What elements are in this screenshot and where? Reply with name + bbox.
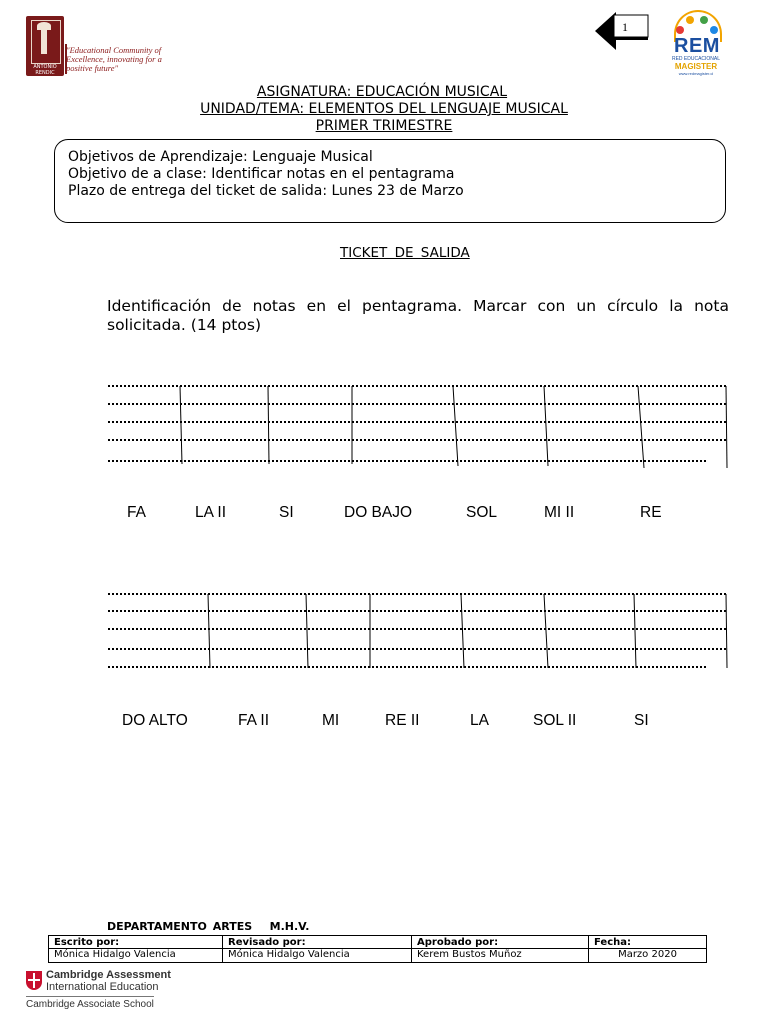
staff-2-note-3[interactable]: MI xyxy=(322,712,340,729)
cambridge-line-2: International Education xyxy=(46,981,159,993)
rem-logo-brand: MAGISTER xyxy=(674,62,718,71)
school-logo xyxy=(26,16,166,76)
staff-1-note-3[interactable]: SI xyxy=(279,504,294,521)
page-number-arrow-icon xyxy=(592,10,654,52)
staff-2 xyxy=(106,588,730,676)
staff-1-drawing xyxy=(106,380,730,470)
staff-2-note-2[interactable]: FA II xyxy=(238,712,270,729)
written-by-header: Escrito por: xyxy=(49,936,223,949)
staff-1-note-1[interactable]: FA xyxy=(127,504,146,521)
staff-1-note-4[interactable]: DO BAJO xyxy=(344,504,413,521)
approval-table xyxy=(48,935,707,963)
staff-1 xyxy=(106,380,730,470)
objective-class: Objetivo de a clase: Identificar notas en el pentagrama xyxy=(68,166,455,182)
staff-2-note-5[interactable]: LA xyxy=(470,712,489,729)
staff-2-drawing xyxy=(106,588,730,676)
reviewed-by-header: Revisado por: xyxy=(223,936,412,949)
term-title: PRIMER TRIMESTRE xyxy=(315,118,453,134)
subject-title: ASIGNATURA: EDUCACIÓN MUSICAL xyxy=(256,84,508,100)
date-value: Marzo 2020 xyxy=(589,949,707,963)
date-header: Fecha: xyxy=(589,936,707,949)
approved-by-value: Kerem Bustos Muñoz xyxy=(412,949,589,963)
staff-1-note-7[interactable]: RE xyxy=(640,504,662,521)
department-label: DEPARTAMENTO ARTES M.H.V. xyxy=(107,920,310,933)
staff-1-note-6[interactable]: MI II xyxy=(544,504,575,521)
rem-logo-url: www.redmagister.cl xyxy=(678,71,714,76)
cambridge-logo xyxy=(26,969,176,1013)
staff-1-note-5[interactable]: SOL xyxy=(466,504,498,521)
rem-logo-name: REM xyxy=(674,35,720,57)
staff-1-note-2[interactable]: LA II xyxy=(195,504,227,521)
unit-title: UNIDAD/TEMA: ELEMENTOS DEL LENGUAJE MUSICAL xyxy=(200,101,568,117)
staff-2-note-4[interactable]: RE II xyxy=(385,712,420,729)
cambridge-line-1: Cambridge Assessment xyxy=(46,969,171,981)
staff-2-note-7[interactable]: SI xyxy=(634,712,649,729)
school-motto: "Educational Community of Excellence, innovating for a positive future" xyxy=(66,45,162,73)
page-number: 1 xyxy=(622,20,628,34)
staff-2-note-6[interactable]: SOL II xyxy=(533,712,577,729)
objective-learning: Objetivos de Aprendizaje: Lenguaje Musical xyxy=(68,149,373,165)
staff-2-note-1[interactable]: DO ALTO xyxy=(122,712,188,729)
ticket-title: TICKET DE SALIDA xyxy=(340,245,470,261)
cambridge-line-3: Cambridge Associate School xyxy=(26,999,154,1010)
school-crest-label: ANTONIO RENDIC xyxy=(33,64,57,76)
objectives-box xyxy=(54,139,726,223)
approved-by-header: Aprobado por: xyxy=(412,936,589,949)
objective-deadline: Plazo de entrega del ticket de salida: Lunes 23 de Marzo xyxy=(68,183,464,199)
instructions: Identificación de notas en el pentagrama. Marcar con un círculo la nota solicitada. (14 ptos) xyxy=(107,297,729,334)
school-crest xyxy=(26,16,64,76)
cambridge-shield-icon xyxy=(26,971,42,990)
rem-logo xyxy=(666,10,726,76)
rem-logo-subtitle: RED EDUCACIONAL xyxy=(671,56,721,62)
reviewed-by-value: Mónica Hidalgo Valencia xyxy=(223,949,412,963)
written-by-value: Mónica Hidalgo Valencia xyxy=(49,949,223,963)
